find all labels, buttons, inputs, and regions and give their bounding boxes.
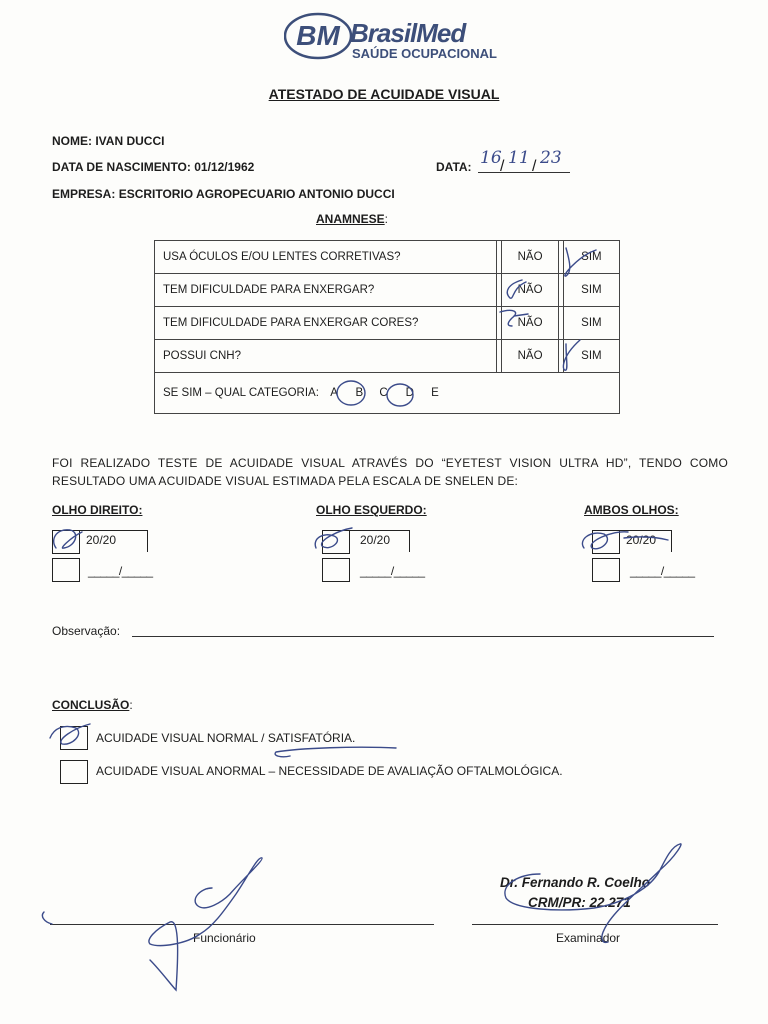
data-underline: [478, 172, 570, 173]
conclusion-heading: CONCLUSÃO:: [52, 698, 133, 712]
data-year: 23: [540, 148, 562, 168]
category-option: B: [355, 387, 364, 399]
conclusion-normal-checkbox[interactable]: [60, 726, 88, 750]
right-eye-heading: OLHO DIREITO:: [52, 503, 143, 517]
no-option: NÃO: [502, 274, 558, 307]
right-eye-value: 20/20: [80, 530, 148, 552]
left-eye-checkbox[interactable]: [322, 530, 350, 554]
empresa-value: ESCRITORIO AGROPECUARIO ANTONIO DUCCI: [118, 187, 395, 201]
conclusion-normal-text: ACUIDADE VISUAL NORMAL / SATISFATÓRIA.: [96, 731, 356, 745]
both-eyes-heading: AMBOS OLHOS:: [584, 503, 679, 517]
both-eyes-blank: _____/_____: [630, 564, 695, 578]
employee-signature-line[interactable]: [50, 924, 434, 925]
data-month: 11: [508, 148, 530, 168]
table-row: [155, 373, 620, 414]
left-eye-blank-checkbox[interactable]: [322, 558, 350, 582]
conclusion-abnormal-text: ACUIDADE VISUAL ANORMAL – NECESSIDADE DE AVALIAÇÃO OFTALMOLÓGICA.: [96, 764, 563, 778]
test-description: FOI REALIZADO TESTE DE ACUIDADE VISUAL ATRAVÉS DO “EYETEST VISION ULTRA HD”, TENDO COMO RESULTADO UMA ACUIDADE VISUAL ESTIMADA PELA ESCALA DE SNELEN DE:: [52, 456, 728, 488]
right-eye-blank-checkbox[interactable]: [52, 558, 80, 582]
question-cell: TEM DIFICULDADE PARA ENXERGAR?: [155, 274, 497, 307]
no-option: NÃO: [502, 340, 558, 373]
nome-row: [52, 134, 164, 148]
question-cell: USA ÓCULOS E/OU LENTES CORRETIVAS?: [155, 241, 497, 274]
data-separator: /: [532, 158, 537, 175]
left-eye-heading: OLHO ESQUERDO:: [316, 503, 427, 517]
both-eyes-blank-checkbox[interactable]: [592, 558, 620, 582]
employee-label: Funcionário: [193, 931, 256, 945]
examiner-signature-line[interactable]: [472, 924, 718, 925]
category-option: E: [431, 387, 439, 399]
category-label: SE SIM – QUAL CATEGORIA:: [163, 387, 319, 399]
nome-label: NOME:: [52, 134, 92, 148]
table-row: [155, 241, 620, 274]
yes-option: SIM: [563, 307, 619, 340]
stamp-name: Dr. Fernando R. Coelho: [500, 875, 651, 890]
yes-option: SIM: [563, 274, 619, 307]
question-cell: POSSUI CNH?: [155, 340, 497, 373]
category-option: D: [405, 387, 414, 399]
nome-value: IVAN DUCCI: [95, 134, 165, 148]
left-eye-blank: _____/_____: [360, 564, 425, 578]
table-row: [155, 307, 620, 340]
observacao-label: Observação:: [52, 624, 121, 638]
category-option: A: [330, 387, 338, 399]
anamnese-table: [154, 240, 620, 414]
category-option: C: [379, 387, 388, 399]
logo-mark: BM: [296, 20, 340, 51]
anamnese-heading: ANAMNESE:: [316, 212, 389, 226]
no-option: NÃO: [502, 307, 558, 340]
both-eyes-value: 20/20: [620, 530, 672, 552]
no-option: NÃO: [502, 241, 558, 274]
data-label: DATA:: [436, 160, 472, 174]
conclusion-abnormal-checkbox[interactable]: [60, 760, 88, 784]
brasilmed-logo-icon: [284, 12, 354, 60]
empresa-row: [52, 187, 395, 201]
document-title: ATESTADO DE ACUIDADE VISUAL: [268, 86, 500, 102]
nascimento-row: [52, 160, 254, 174]
yes-option: SIM: [563, 241, 619, 274]
right-eye-checkbox[interactable]: [52, 530, 80, 554]
question-cell: TEM DIFICULDADE PARA ENXERGAR CORES?: [155, 307, 497, 340]
data-day: 16: [480, 148, 502, 168]
left-eye-value: 20/20: [350, 530, 410, 552]
table-row: [155, 274, 620, 307]
category-cell: [155, 373, 620, 414]
logo-subtitle: SAÚDE OCUPACIONAL: [352, 46, 497, 61]
table-row: [155, 340, 620, 373]
yes-option: SIM: [563, 340, 619, 373]
right-eye-blank: _____/_____: [88, 564, 153, 578]
observacao-line[interactable]: [132, 636, 714, 637]
examiner-label: Examinador: [556, 931, 621, 945]
both-eyes-checkbox[interactable]: [592, 530, 620, 554]
nascimento-label: DATA DE NASCIMENTO:: [52, 160, 191, 174]
logo-name: BrasilMed: [350, 18, 466, 48]
empresa-label: EMPRESA:: [52, 187, 116, 201]
stamp-crm: CRM/PR: 22.271: [528, 895, 631, 910]
data-separator: /: [500, 158, 505, 175]
nascimento-value: 01/12/1962: [194, 160, 255, 174]
underline-stroke-icon: [275, 747, 396, 757]
signature-icon: [505, 844, 681, 943]
